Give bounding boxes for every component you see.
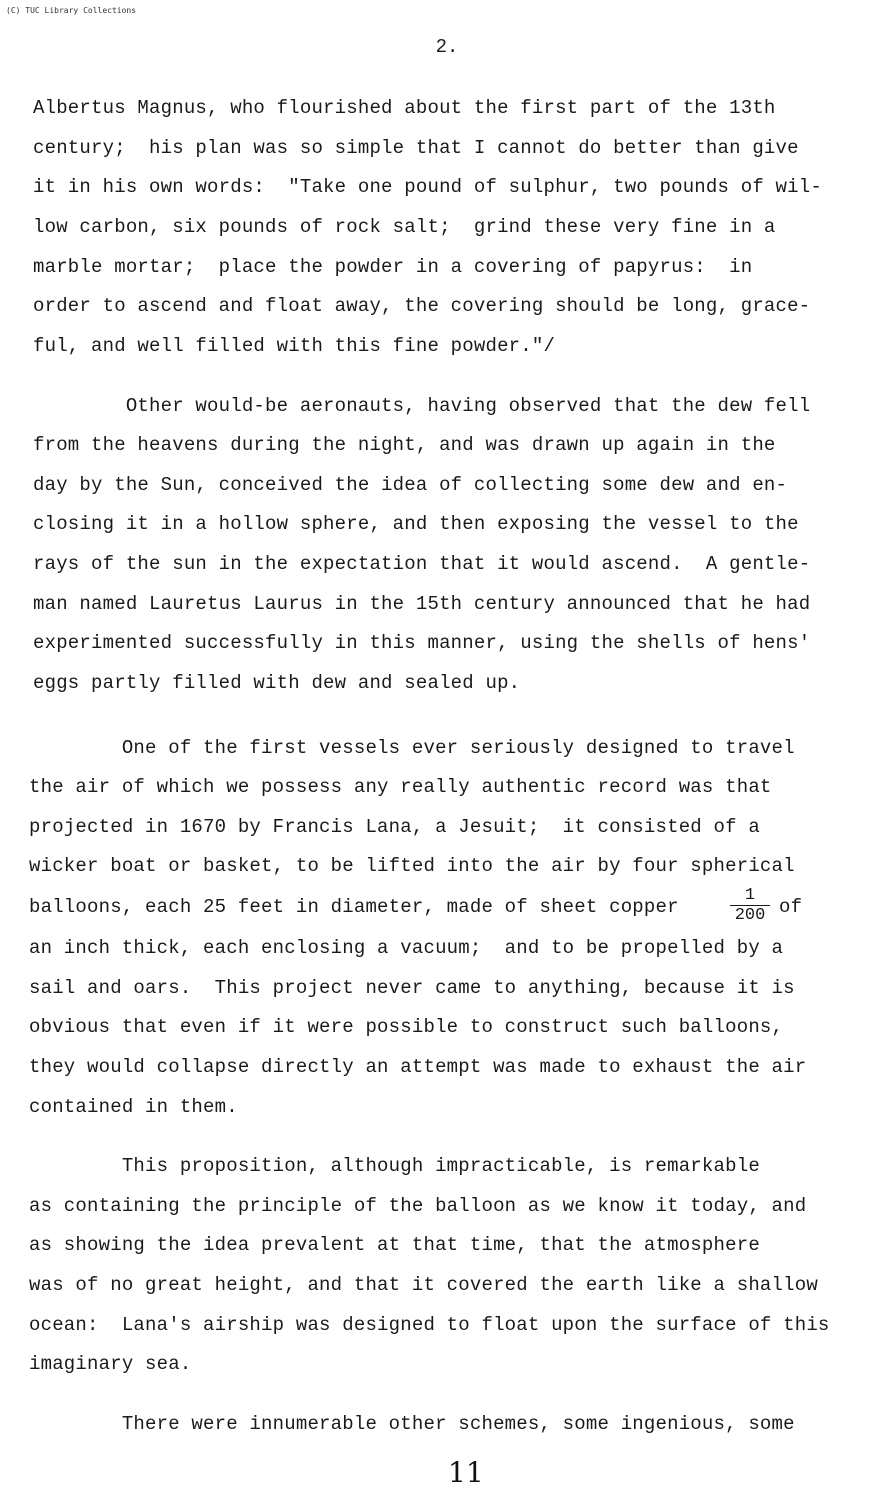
text-line: low carbon, six pounds of rock salt; grind these very fine in a xyxy=(33,216,776,238)
text-line: rays of the sun in the expectation that it would ascend. A gentle- xyxy=(33,553,811,575)
text-line: eggs partly filled with dew and sealed up. xyxy=(33,672,521,694)
text-line: as showing the idea prevalent at that time, that the atmosphere xyxy=(29,1234,760,1256)
text-line: One of the first vessels ever seriously designed to travel xyxy=(29,737,795,759)
text-line: it in his own words: "Take one pound of sulphur, two pounds of wil- xyxy=(33,176,822,198)
text-line: ful, and well filled with this fine powder."/ xyxy=(33,335,556,357)
text-line-fragment: of xyxy=(779,896,803,918)
text-line: There were innumerable other schemes, some ingenious, some xyxy=(29,1413,795,1435)
fraction-one-two-hundredth xyxy=(730,887,770,924)
text-line: experimented successfully in this manner, using the shells of hens' xyxy=(33,632,811,654)
text-line: day by the Sun, conceived the idea of collecting some dew and en- xyxy=(33,474,788,496)
text-line: the air of which we possess any really authentic record was that xyxy=(29,776,772,798)
text-line: century; his plan was so simple that I cannot do better than give xyxy=(33,137,799,159)
text-line: man named Lauretus Laurus in the 15th century announced that he had xyxy=(33,593,811,615)
fraction-numerator: 1 xyxy=(730,887,770,906)
text-line: ocean: Lana's airship was designed to float upon the surface of this xyxy=(29,1314,830,1336)
text-line: wicker boat or basket, to be lifted into the air by four spherical xyxy=(29,855,795,877)
text-line: obvious that even if it were possible to construct such balloons, xyxy=(29,1016,784,1038)
text-line: Other would-be aeronauts, having observed that the dew fell xyxy=(33,395,811,417)
text-line: from the heavens during the night, and was drawn up again in the xyxy=(33,434,776,456)
text-line: was of no great height, and that it covered the earth like a shallow xyxy=(29,1274,818,1296)
text-line: they would collapse directly an attempt was made to exhaust the air xyxy=(29,1056,807,1078)
handwritten-folio-mark: 11 xyxy=(448,1456,484,1489)
text-line: order to ascend and float away, the covering should be long, grace- xyxy=(33,295,811,317)
text-line: marble mortar; place the powder in a covering of papyrus: in xyxy=(33,256,753,278)
page-number: 2. xyxy=(435,36,459,58)
copyright-watermark: (C) TUC Library Collections xyxy=(6,6,137,15)
text-line: This proposition, although impracticable, is remarkable xyxy=(29,1155,760,1177)
text-line: imaginary sea. xyxy=(29,1353,192,1375)
text-line: an inch thick, each enclosing a vacuum; and to be propelled by a xyxy=(29,937,784,959)
text-line: balloons, each 25 feet in diameter, made of sheet copper xyxy=(29,896,679,918)
text-line: as containing the principle of the balloon as we know it today, and xyxy=(29,1195,807,1217)
text-line: contained in them. xyxy=(29,1096,238,1118)
text-line: Albertus Magnus, who flourished about the first part of the 13th xyxy=(33,97,776,119)
text-line: sail and oars. This project never came to anything, because it is xyxy=(29,977,795,999)
text-line: projected in 1670 by Francis Lana, a Jesuit; it consisted of a xyxy=(29,816,760,838)
text-line: closing it in a hollow sphere, and then exposing the vessel to the xyxy=(33,513,799,535)
fraction-denominator: 200 xyxy=(734,906,766,925)
